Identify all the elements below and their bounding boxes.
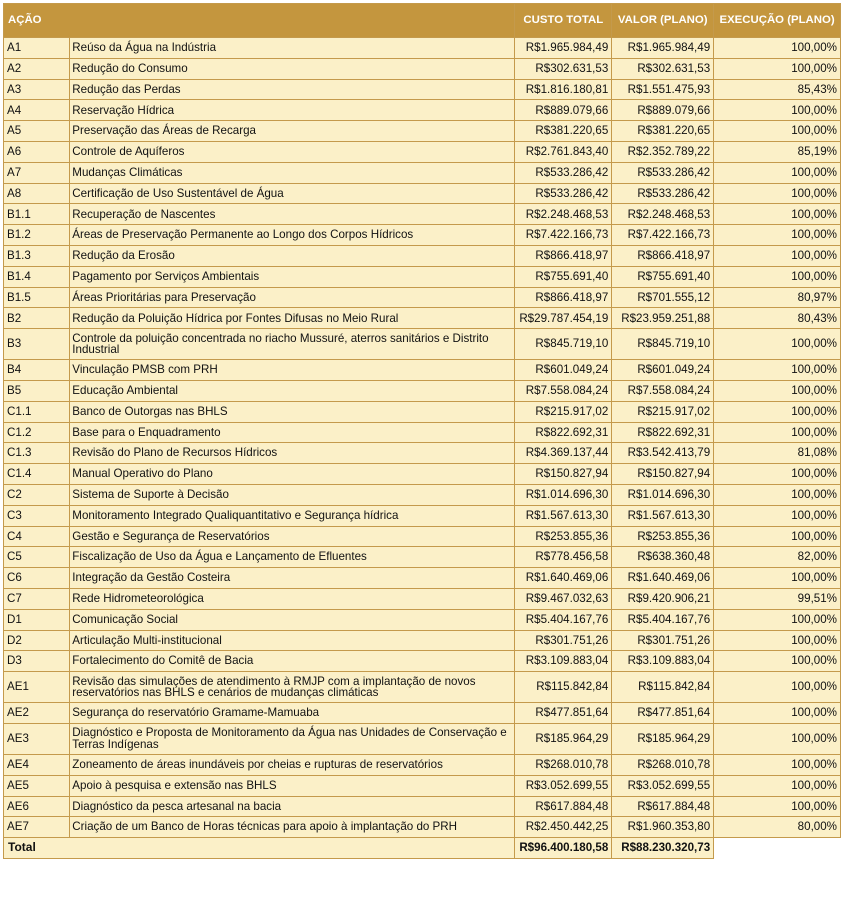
table-row [4,484,841,505]
row-action: Diagnóstico da pesca artesanal na bacia [70,796,515,817]
row-execucao: 81,08% [714,443,841,464]
row-code: C1.3 [4,443,70,464]
row-custo-total: R$1.965.984,49 [515,38,612,59]
row-action: Preservação das Áreas de Recarga [70,121,515,142]
row-code: B4 [4,360,70,381]
table-row [4,401,841,422]
row-execucao: 100,00% [714,464,841,485]
row-action: Áreas de Preservação Permanente ao Longo dos Corpos Hídricos [70,225,515,246]
row-action: Controle da poluição concentrada no riacho Mussuré, aterros sanitários e Distrito Industrial [70,329,515,360]
row-code: B2 [4,308,70,329]
row-action: Mudanças Climáticas [70,162,515,183]
row-code: AE2 [4,703,70,724]
table-row [4,723,841,754]
row-code: C2 [4,484,70,505]
row-code: C5 [4,547,70,568]
row-execucao: 100,00% [714,38,841,59]
row-custo-total: R$778.456,58 [515,547,612,568]
table-row [4,245,841,266]
table-row [4,58,841,79]
row-action: Segurança do reservatório Gramame-Mamuaba [70,703,515,724]
row-code: C1.2 [4,422,70,443]
row-execucao: 100,00% [714,484,841,505]
row-code: A2 [4,58,70,79]
row-execucao: 100,00% [714,225,841,246]
row-execucao: 100,00% [714,204,841,225]
row-custo-total: R$302.631,53 [515,58,612,79]
row-action: Fiscalização de Uso da Água e Lançamento de Efluentes [70,547,515,568]
row-custo-total: R$866.418,97 [515,245,612,266]
row-execucao: 100,00% [714,121,841,142]
row-code: A4 [4,100,70,121]
total-row [4,838,841,859]
row-valor-plano: R$301.751,26 [612,630,714,651]
row-custo-total: R$533.286,42 [515,162,612,183]
row-action: Recuperação de Nascentes [70,204,515,225]
row-execucao: 100,00% [714,775,841,796]
row-code: AE3 [4,723,70,754]
row-action: Monitoramento Integrado Qualiquantitativo e Segurança hídrica [70,505,515,526]
table-row [4,162,841,183]
row-action: Sistema de Suporte à Decisão [70,484,515,505]
row-valor-plano: R$268.010,78 [612,754,714,775]
row-custo-total: R$9.467.032,63 [515,588,612,609]
row-valor-plano: R$755.691,40 [612,266,714,287]
row-valor-plano: R$866.418,97 [612,245,714,266]
row-valor-plano: R$845.719,10 [612,329,714,360]
table-row [4,703,841,724]
row-execucao: 100,00% [714,162,841,183]
table-body [4,38,841,838]
row-execucao: 100,00% [714,100,841,121]
row-valor-plano: R$1.965.984,49 [612,38,714,59]
row-custo-total: R$381.220,65 [515,121,612,142]
row-execucao: 100,00% [714,360,841,381]
row-execucao: 100,00% [714,796,841,817]
row-action: Pagamento por Serviços Ambientais [70,266,515,287]
row-code: AE5 [4,775,70,796]
row-code: C4 [4,526,70,547]
row-valor-plano: R$5.404.167,76 [612,609,714,630]
row-execucao: 100,00% [714,245,841,266]
table-row [4,568,841,589]
row-code: C7 [4,588,70,609]
row-execucao: 100,00% [714,651,841,672]
row-execucao: 100,00% [714,183,841,204]
table-row [4,79,841,100]
row-action: Redução das Perdas [70,79,515,100]
table-row [4,796,841,817]
header-valor-plano: VALOR (PLANO) [612,4,714,38]
table-header-row [4,4,841,38]
row-custo-total: R$3.052.699,55 [515,775,612,796]
row-execucao: 82,00% [714,547,841,568]
row-custo-total: R$1.816.180,81 [515,79,612,100]
row-code: AE4 [4,754,70,775]
row-action: Educação Ambiental [70,380,515,401]
row-execucao: 100,00% [714,703,841,724]
header-custo-total: CUSTO TOTAL [515,4,612,38]
row-valor-plano: R$3.052.699,55 [612,775,714,796]
row-action: Áreas Prioritárias para Preservação [70,287,515,308]
row-custo-total: R$1.567.613,30 [515,505,612,526]
table-row [4,204,841,225]
table-row [4,422,841,443]
row-valor-plano: R$23.959.251,88 [612,308,714,329]
row-code: B3 [4,329,70,360]
row-custo-total: R$5.404.167,76 [515,609,612,630]
row-execucao: 80,43% [714,308,841,329]
row-code: C1.4 [4,464,70,485]
row-valor-plano: R$1.551.475,93 [612,79,714,100]
action-plan-table-container [3,3,841,859]
table-row [4,329,841,360]
total-custo: R$96.400.180,58 [515,838,612,859]
row-action: Redução da Poluição Hídrica por Fontes Difusas no Meio Rural [70,308,515,329]
row-custo-total: R$2.761.843,40 [515,141,612,162]
row-custo-total: R$268.010,78 [515,754,612,775]
row-custo-total: R$4.369.137,44 [515,443,612,464]
row-valor-plano: R$1.014.696,30 [612,484,714,505]
row-execucao: 85,43% [714,79,841,100]
row-execucao: 100,00% [714,630,841,651]
row-action: Apoio à pesquisa e extensão nas BHLS [70,775,515,796]
row-code: C6 [4,568,70,589]
row-code: D1 [4,609,70,630]
row-action: Diagnóstico e Proposta de Monitoramento da Água nas Unidades de Conservação e Terras Indígenas [70,723,515,754]
row-valor-plano: R$1.960.353,80 [612,817,714,838]
row-code: D2 [4,630,70,651]
row-action: Base para o Enquadramento [70,422,515,443]
row-valor-plano: R$215.917,02 [612,401,714,422]
table-row [4,775,841,796]
row-execucao: 100,00% [714,609,841,630]
row-action: Articulação Multi-institucional [70,630,515,651]
row-valor-plano: R$477.851,64 [612,703,714,724]
row-valor-plano: R$115.842,84 [612,672,714,703]
table-row [4,141,841,162]
table-row [4,754,841,775]
row-valor-plano: R$381.220,65 [612,121,714,142]
header-acao: AÇÃO [4,4,515,38]
row-valor-plano: R$185.964,29 [612,723,714,754]
row-custo-total: R$617.884,48 [515,796,612,817]
row-code: AE1 [4,672,70,703]
row-custo-total: R$253.855,36 [515,526,612,547]
row-valor-plano: R$638.360,48 [612,547,714,568]
row-custo-total: R$601.049,24 [515,360,612,381]
row-custo-total: R$3.109.883,04 [515,651,612,672]
row-code: A5 [4,121,70,142]
table-row [4,526,841,547]
row-action: Reservação Hídrica [70,100,515,121]
table-row [4,121,841,142]
row-action: Zoneamento de áreas inundáveis por cheias e rupturas de reservatórios [70,754,515,775]
row-valor-plano: R$2.248.468,53 [612,204,714,225]
row-action: Banco de Outorgas nas BHLS [70,401,515,422]
row-execucao: 100,00% [714,505,841,526]
row-custo-total: R$7.422.166,73 [515,225,612,246]
row-action: Criação de um Banco de Horas técnicas para apoio à implantação do PRH [70,817,515,838]
row-execucao: 100,00% [714,568,841,589]
table-row [4,38,841,59]
row-execucao: 99,51% [714,588,841,609]
row-valor-plano: R$533.286,42 [612,183,714,204]
row-custo-total: R$150.827,94 [515,464,612,485]
table-row [4,443,841,464]
row-action: Redução da Erosão [70,245,515,266]
row-execucao: 100,00% [714,329,841,360]
row-custo-total: R$115.842,84 [515,672,612,703]
row-action: Comunicação Social [70,609,515,630]
table-row [4,225,841,246]
row-valor-plano: R$617.884,48 [612,796,714,817]
row-execucao: 80,97% [714,287,841,308]
total-valor: R$88.230.320,73 [612,838,714,859]
row-action: Controle de Aquíferos [70,141,515,162]
row-valor-plano: R$2.352.789,22 [612,141,714,162]
row-valor-plano: R$1.640.469,06 [612,568,714,589]
row-valor-plano: R$7.558.084,24 [612,380,714,401]
row-custo-total: R$755.691,40 [515,266,612,287]
table-row [4,630,841,651]
total-label: Total [4,838,515,859]
row-custo-total: R$29.787.454,19 [515,308,612,329]
row-action: Gestão e Segurança de Reservatórios [70,526,515,547]
row-code: C1.1 [4,401,70,422]
row-custo-total: R$533.286,42 [515,183,612,204]
row-code: A7 [4,162,70,183]
table-row [4,672,841,703]
row-action: Rede Hidrometeorológica [70,588,515,609]
total-blank-cell [714,838,841,859]
row-execucao: 85,19% [714,141,841,162]
row-valor-plano: R$150.827,94 [612,464,714,485]
row-action: Certificação de Uso Sustentável de Água [70,183,515,204]
row-valor-plano: R$7.422.166,73 [612,225,714,246]
table-row [4,505,841,526]
row-custo-total: R$2.450.442,25 [515,817,612,838]
row-valor-plano: R$253.855,36 [612,526,714,547]
row-action: Revisão das simulações de atendimento à RMJP com a implantação de novos reservatórios nas BHLS e cenários de mudanças climáticas [70,672,515,703]
row-execucao: 100,00% [714,672,841,703]
row-custo-total: R$215.917,02 [515,401,612,422]
row-execucao: 80,00% [714,817,841,838]
table-row [4,609,841,630]
row-valor-plano: R$1.567.613,30 [612,505,714,526]
row-valor-plano: R$3.109.883,04 [612,651,714,672]
row-execucao: 100,00% [714,526,841,547]
row-valor-plano: R$3.542.413,79 [612,443,714,464]
row-code: A6 [4,141,70,162]
row-custo-total: R$7.558.084,24 [515,380,612,401]
table-row [4,651,841,672]
table-row [4,266,841,287]
row-valor-plano: R$822.692,31 [612,422,714,443]
row-execucao: 100,00% [714,723,841,754]
row-custo-total: R$889.079,66 [515,100,612,121]
header-execucao-plano: EXECUÇÃO (PLANO) [714,4,841,38]
row-action: Redução do Consumo [70,58,515,79]
row-code: B1.3 [4,245,70,266]
row-valor-plano: R$302.631,53 [612,58,714,79]
row-code: B5 [4,380,70,401]
row-valor-plano: R$9.420.906,21 [612,588,714,609]
row-code: A1 [4,38,70,59]
row-valor-plano: R$601.049,24 [612,360,714,381]
row-execucao: 100,00% [714,754,841,775]
row-custo-total: R$866.418,97 [515,287,612,308]
row-valor-plano: R$533.286,42 [612,162,714,183]
row-code: A8 [4,183,70,204]
row-custo-total: R$185.964,29 [515,723,612,754]
row-action: Reúso da Água na Indústria [70,38,515,59]
row-execucao: 100,00% [714,58,841,79]
row-action: Integração da Gestão Costeira [70,568,515,589]
row-code: B1.4 [4,266,70,287]
row-valor-plano: R$889.079,66 [612,100,714,121]
row-custo-total: R$301.751,26 [515,630,612,651]
row-code: B1.1 [4,204,70,225]
action-plan-table [3,3,841,859]
row-code: AE7 [4,817,70,838]
table-row [4,464,841,485]
table-row [4,817,841,838]
row-custo-total: R$845.719,10 [515,329,612,360]
row-execucao: 100,00% [714,401,841,422]
row-action: Fortalecimento do Comitê de Bacia [70,651,515,672]
row-code: AE6 [4,796,70,817]
row-execucao: 100,00% [714,380,841,401]
row-code: D3 [4,651,70,672]
row-code: B1.5 [4,287,70,308]
table-row [4,588,841,609]
table-row [4,547,841,568]
table-row [4,380,841,401]
row-code: B1.2 [4,225,70,246]
row-action: Manual Operativo do Plano [70,464,515,485]
row-code: C3 [4,505,70,526]
table-row [4,287,841,308]
table-row [4,100,841,121]
row-custo-total: R$1.640.469,06 [515,568,612,589]
table-row [4,183,841,204]
row-code: A3 [4,79,70,100]
row-custo-total: R$2.248.468,53 [515,204,612,225]
row-custo-total: R$477.851,64 [515,703,612,724]
row-action: Vinculação PMSB com PRH [70,360,515,381]
row-custo-total: R$822.692,31 [515,422,612,443]
table-row [4,308,841,329]
row-action: Revisão do Plano de Recursos Hídricos [70,443,515,464]
row-custo-total: R$1.014.696,30 [515,484,612,505]
table-row [4,360,841,381]
row-execucao: 100,00% [714,266,841,287]
row-valor-plano: R$701.555,12 [612,287,714,308]
row-execucao: 100,00% [714,422,841,443]
